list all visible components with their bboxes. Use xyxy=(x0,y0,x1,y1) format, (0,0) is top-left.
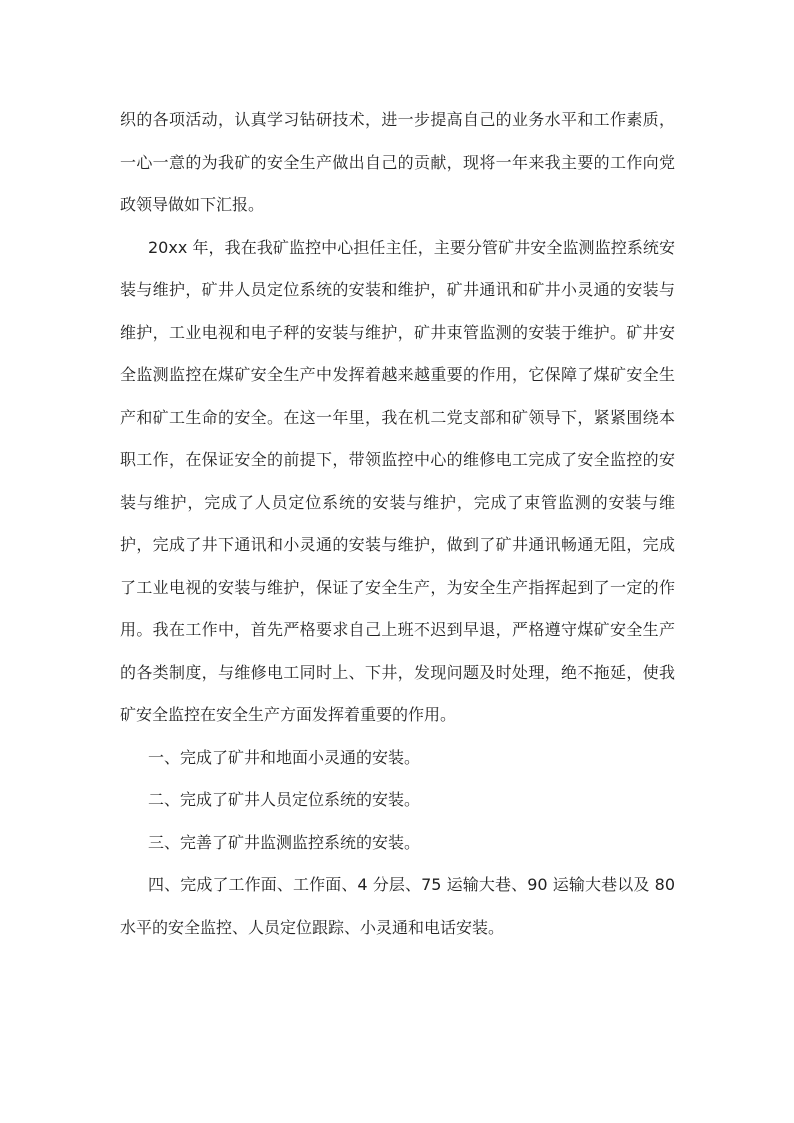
paragraph-continuation: 织的各项活动，认真学习钻研技术，进一步提高自己的业务水平和工作素质，一心一意的为我矿的安全生产做出自己的贡献，现将一年来我主要的工作向党政领导做如下汇报。 xyxy=(120,110,675,214)
paragraph-main-report: 20xx 年，我在我矿监控中心担任主任，主要分管矿井安全监测监控系统安装与维护，矿井人员定位系统的安装和维护，矿井通讯和矿井小灵通的安装与维护，工业电视和电子秤的安装与维护，矿井束管监测的安装于维护。矿井安全监测监控在煤矿安全生产中发挥着越来越重要的作用，它保障了煤矿安全生产和矿工生命的安全。在这一年里，我在机二党支部和矿领导下，紧紧围绕本职工作，在保证安全的前提下，带领监控中心的维修电工完成了安全监控的安装与维护，完成了人员定位系统的安装与维护，完成了束管监测的安装与维护，完成了井下通讯和小灵通的安装与维护，做到了矿井通讯畅通无阻，完成了工业电视的安装与维护，保证了安全生产，为安全生产指挥起到了一定的作用。我在工作中，首先严格要求自己上班不迟到早退，严格遵守煤矿安全生产的各类制度，与维修电工同时上、下井，发现问题及时处理，绝不拖延，使我矿安全监控在安全生产方面发挥着重要的作用。 xyxy=(120,237,675,724)
list-item-3: 三、完善了矿井监测监控系统的安装。 xyxy=(148,832,421,852)
list-item-4: 四、完成了工作面、工作面、4 分层、75 运输大巷、90 运输大巷以及 80 水平的安全监控、人员定位跟踪、小灵通和电话安装。 xyxy=(120,875,675,937)
document-body xyxy=(120,99,675,949)
list-item-2: 二、完成了矿井人员定位系统的安装。 xyxy=(148,790,421,809)
list-item-1: 一、完成了矿井和地面小灵通的安装。 xyxy=(148,747,421,767)
